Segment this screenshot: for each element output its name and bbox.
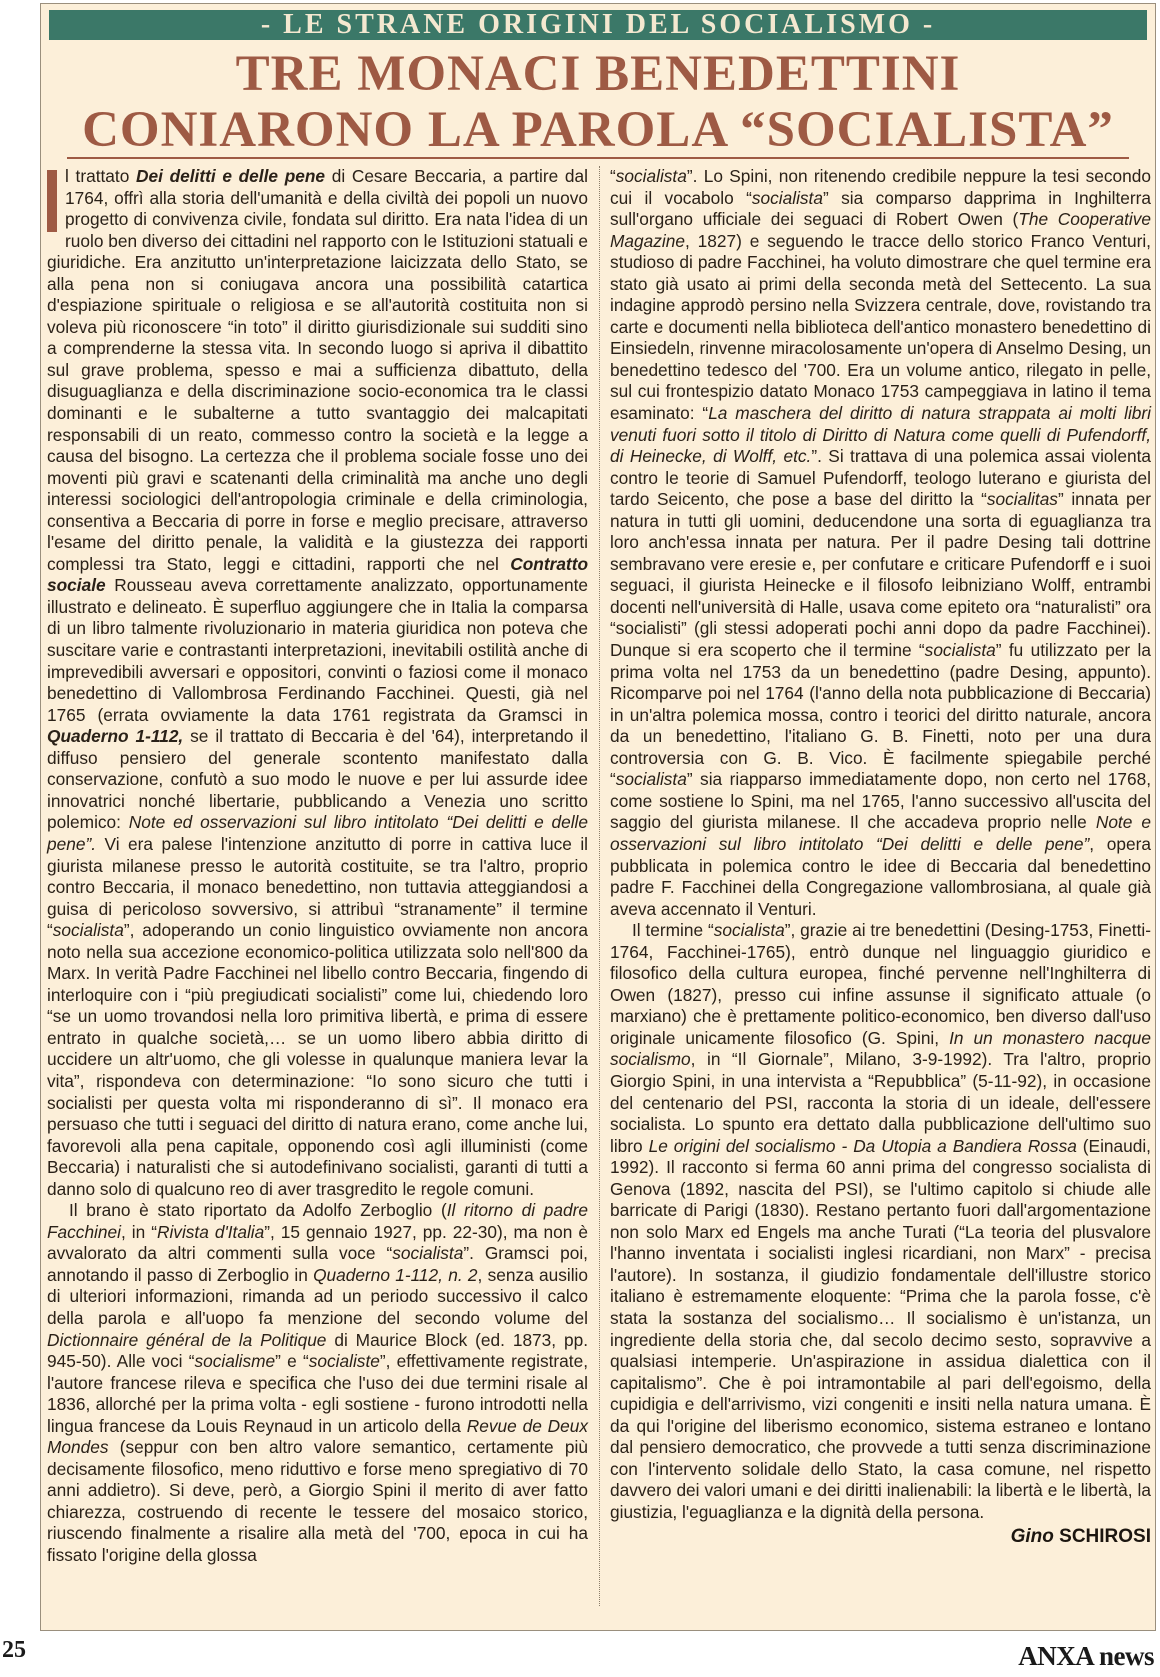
- text-run: ” fu utilizzato per la prima volta nel 1753 da un benedettino (padre Desing, appunto). Ricomparve poi nel 1764 (l'anno della nota pubblicazione di Beccaria) in un'altra polemica mossa, contro i teorici del diritto naturale, ancora da un benedettino, l'italiano G. B. Finetti, noto per una dura controversia con G. B. Vico. È facilmente spiegabile perché “: [610, 640, 1151, 790]
- headline-line-2: CONIARONO LA PAROLA “SOCIALISTA”: [82, 102, 1114, 158]
- book-title: Dei delitti e delle pene: [136, 166, 326, 186]
- article-columns: [47, 166, 1151, 1626]
- article-column-right: [610, 166, 1151, 1626]
- text-run: ”. Gramsci poi, annotando il passo di Zerboglio in: [47, 1243, 588, 1285]
- text-run: ” sia riapparso immediatamente dopo, non certo nel 1768, come sostiene lo Spini, ma nel 1765, l'anno successivo all'uscita del saggio del giurista milanese. Il che accadeva proprio nelle: [610, 769, 1151, 833]
- text-run: (seppur con ben altro valore semantico, certamente più decisamente filosofico, meno riduttivo e forse meno spregiativo di 70 anni addietro). Si deve, però, a Giorgio Spini il merito di aver fatto chiarezza, costruendo di recente le tessere del mosaico storico, riuscendo finalmente a risalire alla metà del '700, epoca in cui ha fissato l'origine della glossa: [47, 1437, 588, 1565]
- italic-run: socialista: [751, 187, 823, 208]
- italic-run: socialista: [713, 920, 785, 941]
- text-run: , in “: [120, 1221, 157, 1242]
- book-title: Contratto sociale: [47, 553, 588, 596]
- italic-run: socialista: [924, 640, 996, 661]
- italic-run: Rivista d'Italia: [156, 1221, 265, 1242]
- paragraph: [610, 920, 1151, 1523]
- text-run: ”. Si trattava di una polemica assai violenta contro le teorie di Samuel Pufendorff, teologo luterano e giurista del tardo Seicento, che pose a base del diritto la “: [610, 446, 1151, 510]
- author-first-name: Gino: [1010, 1526, 1054, 1548]
- text-run: ” e “: [275, 1351, 309, 1372]
- italic-run: Revue de Deux Mondes: [47, 1415, 589, 1458]
- text-run: ”, effettivamente registrate, l'autore francese rileva e specifica che l'uso dei due termini risale al 1836, allorché per la prima volta - egli sostiene - furono introdotti nella lingua francese da Louis Reynaud in un articolo della: [47, 1351, 588, 1436]
- text-run: se il trattato di Beccaria è del '64), interpretando il diffuso pensiero del generale scontento manifestato dalla conservazione, confutò a suo modo le nuove e per lui assurde idee innovatrici nonché libertarie, pubblicando a Venezia uno scritto polemico:: [47, 726, 588, 833]
- italic-run: socialisme: [194, 1351, 276, 1372]
- article-column-left: [47, 166, 588, 1626]
- text-run: , in “Il Giornale”, Milano, 3-9-1992). Tra l'altro, proprio Giorgio Spini, in una intervista a “Repubblica” (5-11-92), in occasione del centenario del PSI, racconta la storia di un ideale, dell'essere socialista. Lo spunto era dettato dalla pubblicazione dell'ultimo suo libro: [610, 1049, 1151, 1156]
- italic-run: socialiste: [308, 1351, 380, 1372]
- text-run: , 1827) e seguendo le tracce dello storico Franco Venturi, studioso di padre Facchinei, ha voluto dimostrare che quel termine era stato già usato ai primi della seconda metà del Settecento. La sua indagine approdò persino nella Svizzera centrale, dove, rovistando tra carte e documenti nella biblioteca dell'antico monastero benedettino di Einsiedeln, rinvenne miracolosamente un'opera di Anselmo Desing, un benedettino tedesco del '700. Era un volume antico, rilegato in pelle, sul cui frontespizio datato Monaco 1753 campeggiava in latino il tema esaminato: “: [610, 230, 1151, 424]
- book-title: Quaderno 1-112,: [47, 726, 184, 747]
- text-run: ”, 15 gennaio 1927, pp. 22-30), ma non è avvalorato da altri commenti sulla voce “: [47, 1221, 588, 1264]
- author-last-name: SCHIROSI: [1059, 1526, 1151, 1548]
- italic-run: In un monastero nacque socialismo: [610, 1027, 1151, 1070]
- author-signature: [610, 1526, 1151, 1548]
- headline-line-1: TRE MONACI BENEDETTINI: [235, 46, 961, 102]
- text-run: Il termine “: [632, 920, 714, 941]
- text-run: di Maurice Block (ed. 1873, pp. 945-50). Alle voci “: [47, 1329, 588, 1372]
- italic-run: Dictionnaire général de la Politique: [47, 1329, 327, 1350]
- italic-run: socialista: [615, 166, 687, 186]
- text-run: ”, grazie ai tre benedettini (Desing-1753, Finetti-1764, Facchinei-1765), entrò dunque nel linguaggio giuridico e filosofico della cultura europea, finché pervenne nell'Inghilterra di Owen (1827), presso cui infine assunse il significato attuale (o marxiano) che è prettamente politico-economico, ben diverso dall'uso originale unicamente filosofico (G. Spini,: [610, 920, 1151, 1048]
- column-divider: [599, 166, 600, 1606]
- text-run: ” sia comparso dapprima in Inghilterra sull'organo ufficiale dei seguaci di Robert Owen (: [610, 187, 1151, 230]
- text-run: ” innata per natura in tutti gli uomini, deducendone una sorta di eguaglianza tra loro anch'essa innata per natura. Per il padre Desing tali dottrine sembravano vere eresie e, per confutare e criticare Pufendorff e i suoi seguaci, il giurista Heinecke e il filosofo leibniziano Wolff, entrambi docenti nell'università di Halle, usava come epiteto ora “naturalisti” ora “socialisti” (gli stessi adoperati pochi anni dopo da padre Facchinei). Dunque si era scoperto che il termine “: [610, 489, 1151, 661]
- italic-run: Quaderno 1-112, n. 2: [313, 1264, 478, 1285]
- text-run: Vi era palese l'intenzione anzitutto di porre in cattiva luce il giurista milanese presso le autorità costituite, se tra l'altro, proprio contro Beccaria, il monaco benedettino, non tuttavia atteggiandosi a guisa di pericoloso sovversivo, si attribuì “stranamente” il termine “: [47, 833, 588, 941]
- section-kicker: - LE STRANE ORIGINI DEL SOCIALISMO -: [49, 10, 1147, 40]
- text-run: Rousseau aveva correttamente analizzato, opportunamente illustrato e delineato. È superfluo aggiungere che in Italia la comparsa di un libro talmente rivoluzionario in materia giuridica non poteva che suscitare varie e contrastanti interpretazioni, inevitabili ostilità anche di imprevedibili avversari e oppositori, convinti o faziosi come il monaco benedettino di Vallombrosa Ferdinando Facchinei. Questi, già nel 1765 (errata ovviamente la data 1761 registrata da Gramsci in: [47, 575, 588, 725]
- text-run: , opera pubblicata in polemica contro le idee di Beccaria dal benedettino padre F. Facchinei della Congregazione vallombrosiana, al quale già aveva accennato il Venturi.: [610, 833, 1151, 919]
- magazine-logo: ANXA news: [1018, 1641, 1154, 1671]
- text-run: l trattato: [65, 166, 136, 186]
- text-run: , senza ausilio di ulteriori informazioni, rimanda ad un periodo successivo il calco della parola e all'uopo fa menzione del secondo volume del: [47, 1264, 588, 1328]
- text-run: (Einaudi, 1992). Il racconto si ferma 60 anni prima del congresso socialista di Genova (1892, nascita del PSI), se l'ultimo capitolo si chiude alle barricate di Parigi (1830). Restano pertanto fuori dall'argomentazione non solo Marx ed Engels ma anche Turati (“La teoria del plusvalore l'hanno inventata i socialisti inglesi ricardiani, non Marx” - precisa l'autore). In sostanza, il giudizio fondamentale dell'illustre storico italiano è estremamente eloquente: “Prima che la parola fosse, c'è stata la sostanza del socialismo… Il socialismo è un'istanza, un ingrediente della storia che, dal secolo decimo sesto, sopravvive a qualsiasi intemperie. Un'aspirazione in assidua dialettica con il capitalismo”. Che è poi intramontabile al pari dell'egoismo, della cupidigia e dell'arrivismo, vizi congeniti e insiti nella natura umana. È da qui l'origine del liberismo economico, sistema estraneo e lontano dal pensiero democratico, che provvede a tutti senza discriminazione con l'intervento solidale dello Stato, la casa comune, nel rispetto davvero dei valori umani e dei diritti inalienabili: la libertà e le libertà, la giustizia, l'eguaglianza e la dignità della persona.: [610, 1135, 1151, 1522]
- headline-rule: [67, 157, 1129, 159]
- page-number: 25: [2, 1637, 26, 1663]
- headline: [49, 46, 1147, 158]
- italic-run: Note e osservazioni sul libro intitolato “Dei delitti e delle pene”: [610, 812, 1152, 854]
- article-panel: [40, 3, 1156, 1631]
- paragraph: [610, 166, 1151, 920]
- paragraph: [47, 1200, 588, 1566]
- paragraph: [47, 166, 588, 1200]
- text-run: ”. Lo Spini, non ritenendo credibile neppure la tesi secondo cui il vocabolo “: [610, 166, 1151, 208]
- italic-run: Il ritorno di padre Facchinei: [47, 1200, 588, 1242]
- italic-run: The Cooperative Magazine: [610, 209, 1151, 251]
- italic-run: La maschera del diritto di natura strappata ai molti libri venuti fuori sotto il titolo di Diritto di Natura come quelli di Pufendorff, di Heinecke, di Wolff, etc.: [610, 403, 1151, 467]
- italic-run: socialista: [615, 769, 687, 790]
- text-run: “: [610, 166, 616, 186]
- text-run: Il brano è stato riportato da Adolfo Zerboglio (: [69, 1200, 447, 1221]
- text-run: di Cesare Beccaria, a partire dal 1764, offrì alla storia dell'umanità e della civiltà dei popoli un nuovo progetto di convivenza civile, fondata sul diritto. Era nata l'idea di un ruolo ben diverso dei cittadini nel rapporto con le Istituzioni statuali e giuridiche. Era anzitutto un'interpretazione laicizzata dello Stato, se alla pena non si coniugava ancora una possibilità catartica d'espiazione spirituale o religiosa e se all'autorità costituita non si voleva più riconoscere “in toto” il diritto giurisdizionale sui sudditi sino a comprenderne la stessa vita. In secondo luogo si apriva il dibattito sul grave problema, spesso e mai a sufficienza dibattuto, della disuguaglianza e della discriminazione socio-economica tra le classi dominanti e le subalterne a tutto svantaggio dei malcapitati responsabili di un reato, commesso contro la società e la legge a causa del bisogno. La certezza che il problema sociale fosse uno dei moventi più gravi e scatenanti della criminalità ma anche uno degli interessi sociologici dell'antropologia criminale e della criminologia, consentiva a Beccaria di porre in forse e meglio precisare, attraverso l'esame del diritto penale, la validità e la giustezza dei rapporti complessi tra Stato, leggi e cittadini, rapporti che nel: [47, 166, 588, 574]
- drop-cap-bar: [47, 170, 57, 232]
- italic-run: socialista: [392, 1243, 464, 1264]
- italic-run: socialista: [52, 920, 124, 941]
- italic-run: Note ed osservazioni sul libro intitolato “Dei delitti e delle pene”.: [47, 812, 588, 854]
- italic-run: socialitas: [986, 489, 1058, 510]
- text-run: ”, adoperando un conio linguistico ovviamente non ancora noto nella sua accezione economico-politica utilizzata solo nell'800 da Marx. In verità Padre Facchinei nel libello contro Beccaria, fingendo di interloquire con i “più pregiudicati socialisti” come lui, chiedendo loro “se un uomo trovandosi nella loro primitiva libertà, e prima di essere entrato in qualche società,… se un uomo libero abbia diritto di uccidere un altr'uomo, che gli volesse in qualunque maniera levar la vita”, rispondeva con determinazione: “Io sono sicuro che tutti i socialisti per questa volta mi risponderanno di sì”. Il monaco era persuaso che tutti i seguaci del diritto di natura erano, come anche lui, favorevoli alla pena capitale, opponendo così agli illuministi (come Beccaria) i naturalisti che si autodefinivano socialisti, garanti di tutti a danno solo di qualcuno reo di aver trasgredito le regole comuni.: [47, 920, 588, 1199]
- italic-run: Le origini del socialismo - Da Utopia a Bandiera Rossa: [648, 1135, 1077, 1156]
